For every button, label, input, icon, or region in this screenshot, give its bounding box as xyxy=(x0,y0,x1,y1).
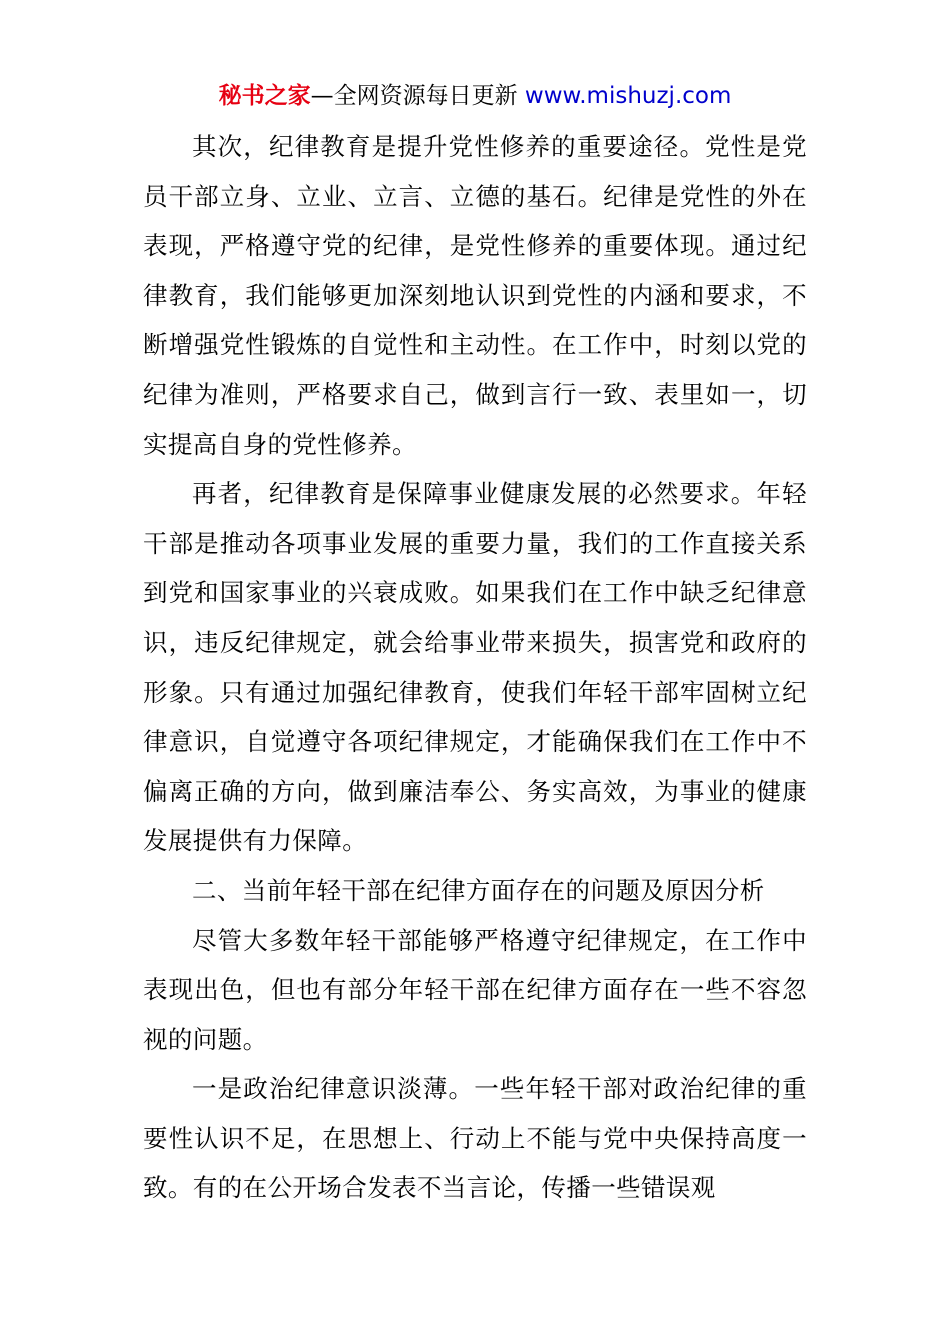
section-heading-problems-analysis: 二、当前年轻干部在纪律方面存在的问题及原因分析 xyxy=(192,875,765,905)
document-body xyxy=(143,122,807,1213)
site-url[interactable]: www.mishuzj.com xyxy=(524,83,732,109)
paragraph-political-discipline: 一是政治纪律意识淡薄。一些年轻干部对政治纪律的重要性认识不足，在思想上、行动上不能与党中央保持高度一致。有的在公开场合发表不当言论，传播一些错误观 xyxy=(143,1074,807,1203)
site-brand: 秘书之家 xyxy=(218,83,311,109)
paragraph-problems-intro: 尽管大多数年轻干部能够严格遵守纪律规定，在工作中表现出色，但也有部分年轻干部在纪律方面存在一些不容忽视的问题。 xyxy=(143,925,807,1054)
paragraph-discipline-cause-development: 再者，纪律教育是保障事业健康发展的必然要求。年轻干部是推动各项事业发展的重要力量，我们的工作直接关系到党和国家事业的兴衰成败。如果我们在工作中缺乏纪律意识，违反纪律规定，就会给事业带来损失，损害党和政府的形象。只有通过加强纪律教育，使我们年轻干部牢固树立纪律意识，自觉遵守各项纪律规定，才能确保我们在工作中不偏离正确的方向，做到廉洁奉公、务实高效，为事业的健康发展提供有力保障。 xyxy=(143,479,807,856)
site-header xyxy=(0,80,950,112)
paragraph-discipline-party-spirit: 其次，纪律教育是提升党性修养的重要途径。党性是党员干部立身、立业、立言、立德的基石。纪律是党性的外在表现，严格遵守党的纪律，是党性修养的重要体现。通过纪律教育，我们能够更加深刻地认识到党性的内涵和要求，不断增强党性锻炼的自觉性和主动性。在工作中，时刻以党的纪律为准则，严格要求自己，做到言行一致、表里如一，切实提高自身的党性修养。 xyxy=(143,132,807,459)
site-tagline: —全网资源每日更新 xyxy=(310,83,518,109)
